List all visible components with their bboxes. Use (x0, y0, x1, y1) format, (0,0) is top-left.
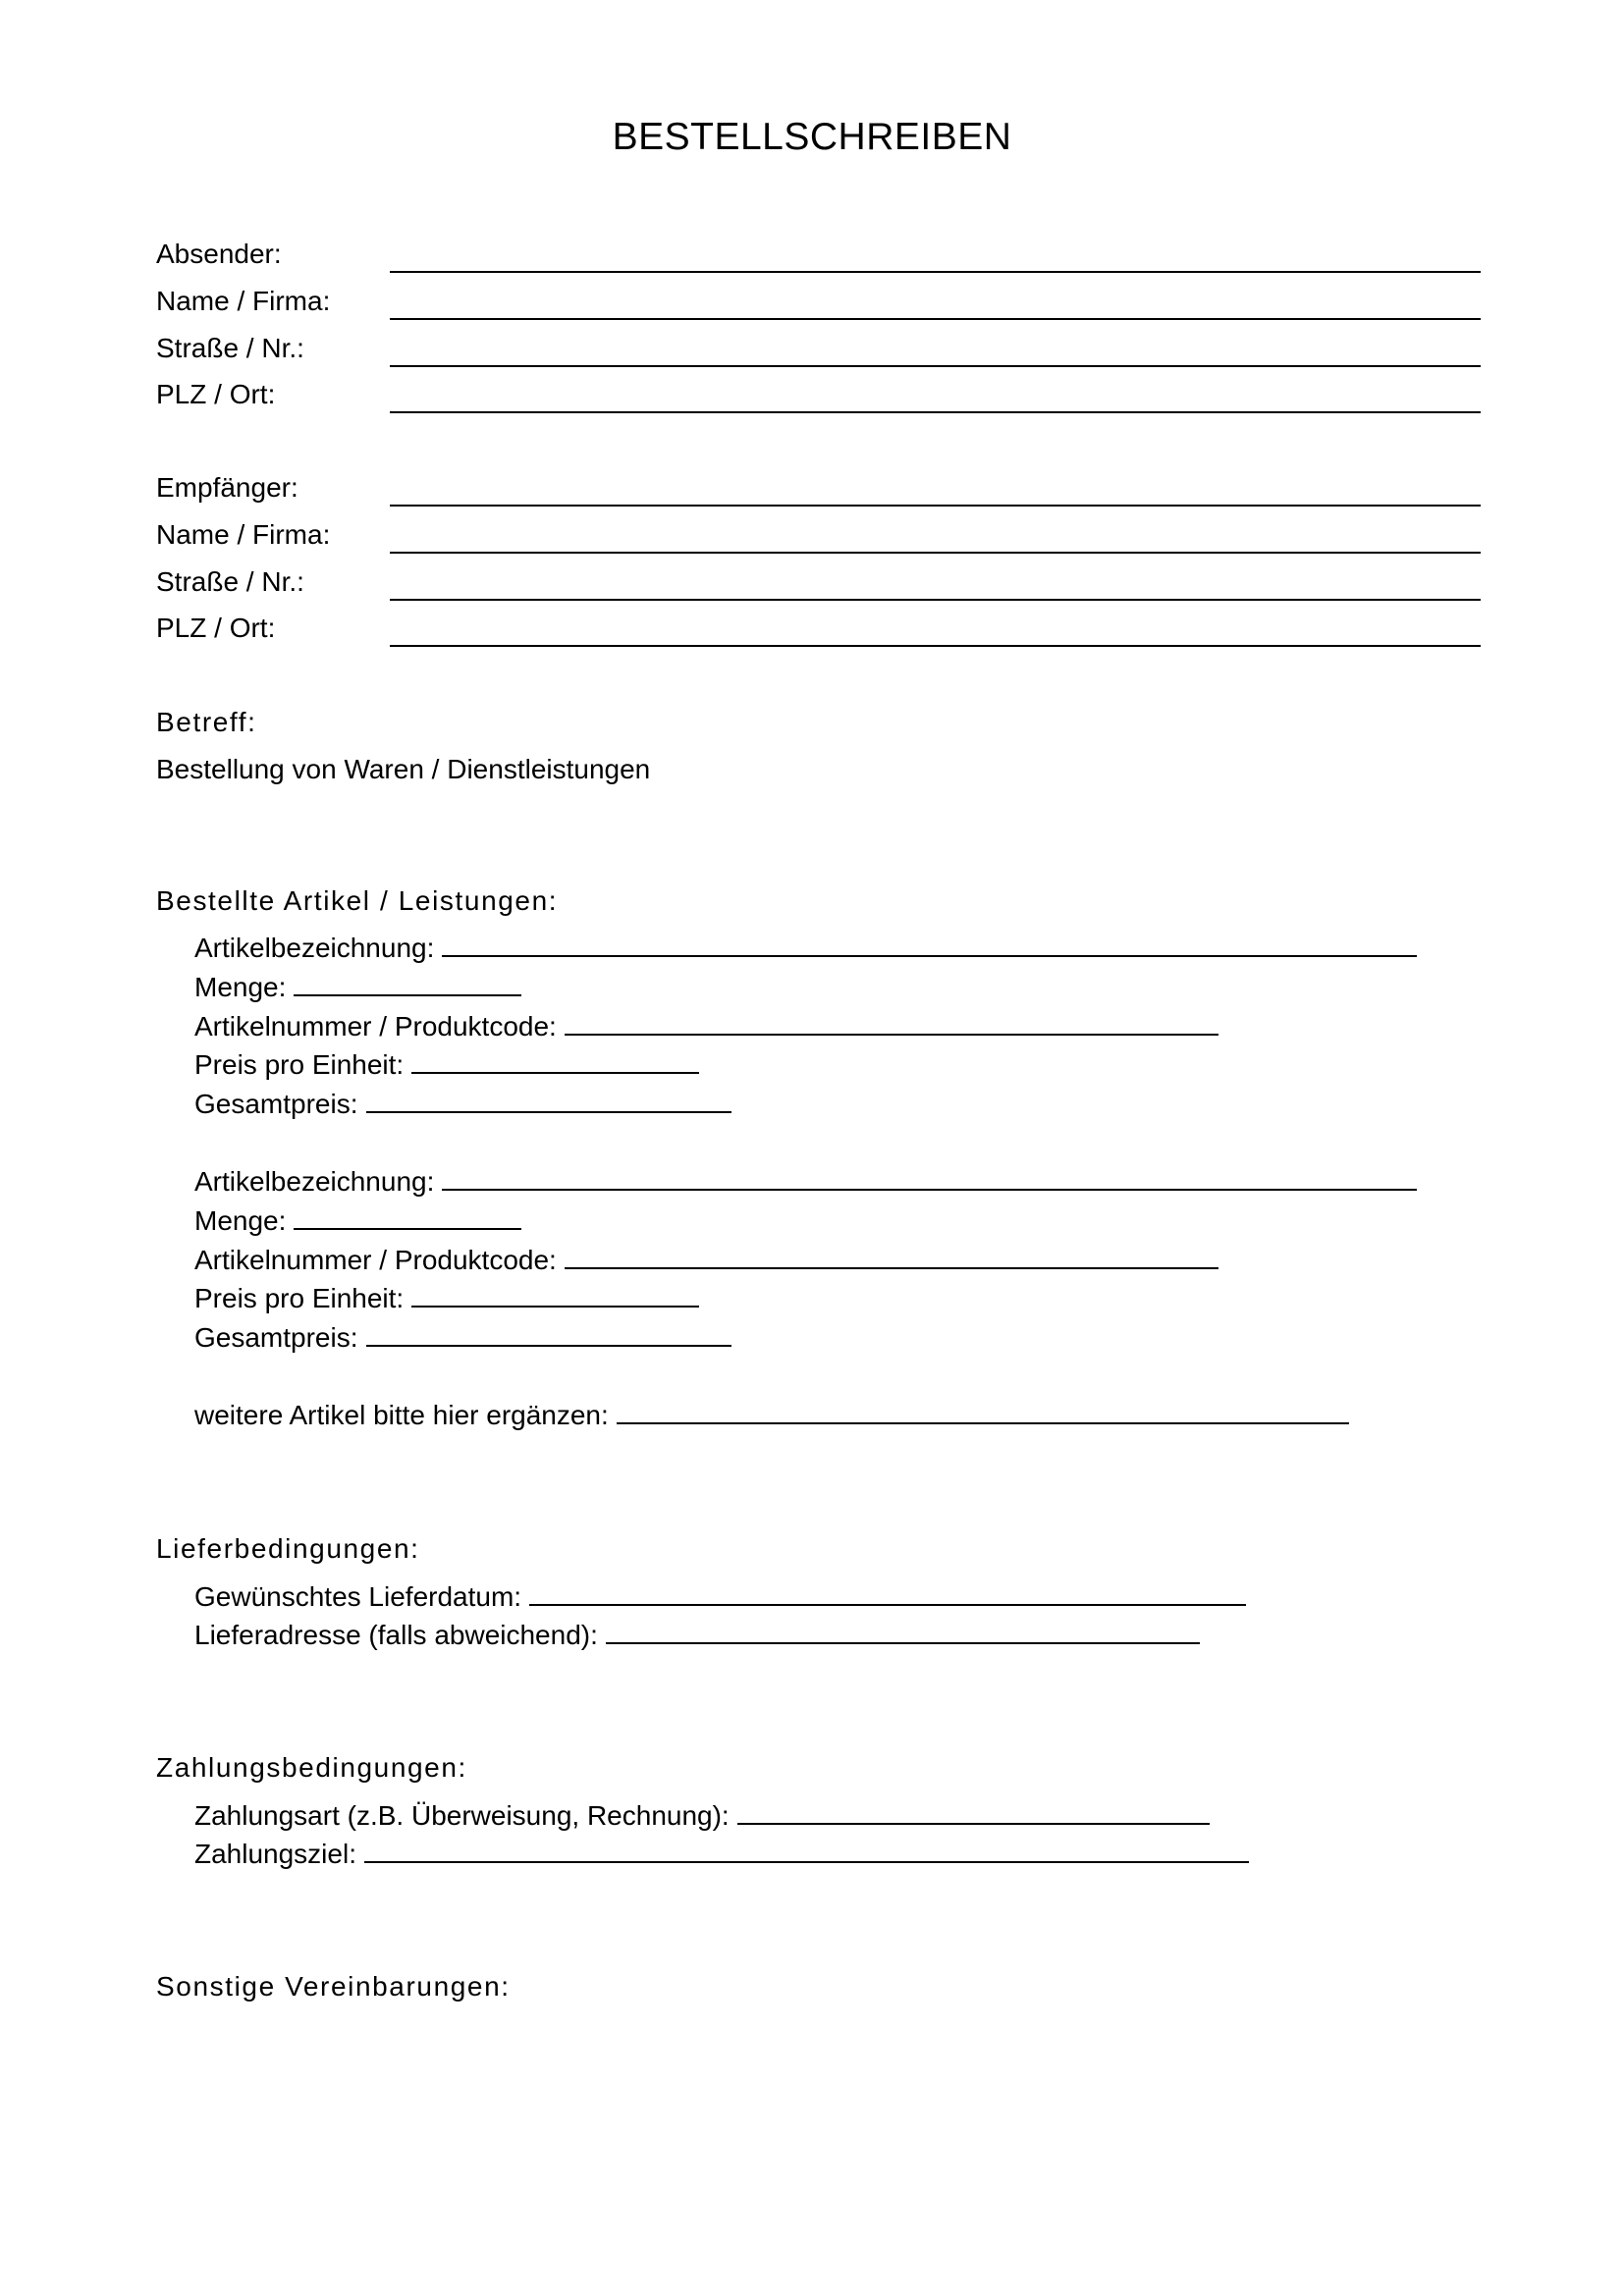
item1-gesamt-row (194, 1089, 731, 1124)
item1-preis-field[interactable] (411, 1054, 699, 1074)
empfaenger-street-line[interactable] (390, 599, 1481, 601)
sonstige-heading: Sonstige Vereinbarungen: (156, 1971, 511, 2002)
item2-preis-row (194, 1283, 699, 1318)
item1-bezeichnung-field[interactable] (442, 937, 1417, 957)
zahlungsziel-field[interactable] (364, 1843, 1249, 1863)
absender-city-label: PLZ / Ort: (156, 379, 276, 409)
item1-gesamt-label: Gesamtpreis: (194, 1089, 358, 1119)
empfaenger-city-line[interactable] (390, 645, 1481, 647)
artikel-heading: Bestellte Artikel / Leistungen: (156, 885, 559, 916)
zahlungsart-row (194, 1800, 1210, 1836)
weitere-artikel-label: weitere Artikel bitte hier ergänzen: (194, 1400, 609, 1430)
item1-bezeichnung-label: Artikelbezeichnung: (194, 933, 435, 963)
item2-bezeichnung-label: Artikelbezeichnung: (194, 1166, 435, 1197)
item2-preis-label: Preis pro Einheit: (194, 1283, 405, 1313)
lieferdatum-field[interactable] (529, 1586, 1246, 1606)
empfaenger-line[interactable] (390, 505, 1481, 507)
absender-heading: Absender: (156, 239, 282, 269)
empfaenger-street-label: Straße / Nr.: (156, 566, 304, 597)
item1-menge-label: Menge: (194, 972, 287, 1002)
weitere-artikel-row (194, 1400, 1349, 1435)
zahlungsziel-row (194, 1839, 1249, 1874)
item1-gesamt-field[interactable] (366, 1094, 731, 1113)
item2-gesamt-field[interactable] (366, 1327, 731, 1347)
empfaenger-city-label: PLZ / Ort: (156, 613, 276, 643)
zahlung-heading: Zahlungsbedingungen: (156, 1752, 467, 1783)
item2-preis-field[interactable] (411, 1288, 699, 1308)
absender-line[interactable] (390, 271, 1481, 273)
empfaenger-name-label: Name / Firma: (156, 519, 331, 550)
empfaenger-name-line[interactable] (390, 552, 1481, 554)
lieferdatum-row (194, 1581, 1246, 1617)
item2-gesamt-row (194, 1322, 731, 1358)
absender-street-line[interactable] (390, 365, 1481, 367)
item1-nummer-label: Artikelnummer / Produktcode: (194, 1011, 557, 1041)
lieferadresse-label: Lieferadresse (falls abweichend): (194, 1620, 598, 1650)
lieferadresse-field[interactable] (606, 1625, 1200, 1644)
item1-nummer-field[interactable] (565, 1016, 1218, 1036)
item2-bezeichnung-field[interactable] (442, 1171, 1417, 1191)
item1-menge-row (194, 972, 521, 1007)
item1-preis-row (194, 1049, 699, 1085)
betreff-text: Bestellung von Waren / Dienstleistungen (156, 754, 651, 784)
lieferdatum-label: Gewünschtes Lieferdatum: (194, 1581, 522, 1612)
item2-menge-field[interactable] (294, 1210, 521, 1230)
liefer-heading: Lieferbedingungen: (156, 1533, 420, 1564)
item1-bezeichnung-row (194, 933, 1417, 968)
item2-nummer-field[interactable] (565, 1250, 1218, 1269)
weitere-artikel-field[interactable] (617, 1405, 1349, 1424)
item1-nummer-row (194, 1011, 1218, 1046)
zahlungsziel-label: Zahlungsziel: (194, 1839, 356, 1869)
item2-bezeichnung-row (194, 1166, 1417, 1201)
absender-city-line[interactable] (390, 411, 1481, 413)
item2-gesamt-label: Gesamtpreis: (194, 1322, 358, 1353)
absender-street-label: Straße / Nr.: (156, 333, 304, 363)
absender-name-line[interactable] (390, 318, 1481, 320)
document-title: BESTELLSCHREIBEN (612, 116, 1012, 158)
item2-menge-label: Menge: (194, 1205, 287, 1236)
item2-nummer-label: Artikelnummer / Produktcode: (194, 1245, 557, 1275)
absender-name-label: Name / Firma: (156, 286, 331, 316)
zahlungsart-field[interactable] (737, 1805, 1210, 1825)
item1-menge-field[interactable] (294, 977, 521, 996)
zahlungsart-label: Zahlungsart (z.B. Überweisung, Rechnung): (194, 1800, 730, 1831)
item2-nummer-row (194, 1245, 1218, 1280)
item2-menge-row (194, 1205, 521, 1241)
item1-preis-label: Preis pro Einheit: (194, 1049, 405, 1080)
empfaenger-heading: Empfänger: (156, 472, 298, 503)
lieferadresse-row (194, 1620, 1200, 1655)
betreff-heading: Betreff: (156, 707, 257, 737)
